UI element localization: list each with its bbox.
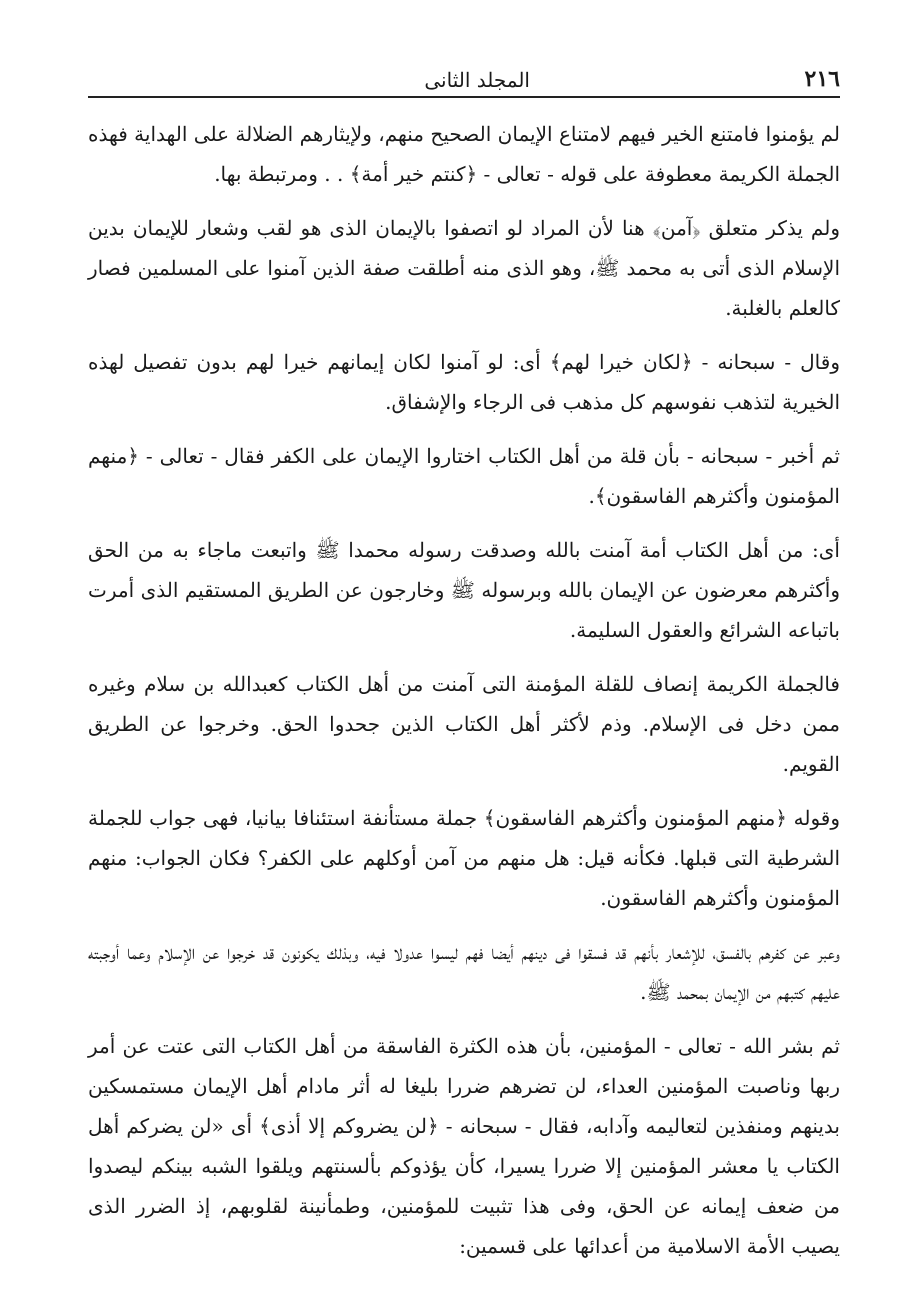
header-rule bbox=[88, 96, 840, 98]
paragraph: ثم أخبر - سبحانه - بأن قلة من أهل الكتاب اختاروا الإيمان على الكفر فقال - تعالى - ﴿منهم المؤمنون وأكثرهم الفاسقون﴾. bbox=[88, 444, 840, 508]
page-number: ٢١٦ bbox=[804, 66, 840, 92]
volume-title: المجلد الثانى bbox=[424, 68, 530, 92]
book-page bbox=[88, 58, 840, 1280]
paragraph: وقوله ﴿منهم المؤمنون وأكثرهم الفاسقون﴾ جملة مستأنفة استئنافا بيانيا، فهى جواب للجملة الشرطية التى قبلها. فكأنه قيل: هل منهم من آمن أوكلهم على الكفر؟ فكان الجواب: منهم المؤمنون وأكثرهم الفاسقون. bbox=[88, 806, 840, 910]
paragraph: وعبر عن كفرهم بالفسق، للإشعار بأنهم قد فسقوا فى دينهم أيضا فهم ليسوا عدولا فيه، وبذلك يكونون قد خرجوا عن الإسلام وعما أوجبته عليهم كتبهم من الإيمان بمحمد ﷺ. bbox=[88, 940, 840, 1004]
page-body bbox=[88, 114, 840, 1266]
paragraph: لم يؤمنوا فامتنع الخير فيهم لامتناع الإيمان الصحيح منهم، ولإيثارهم الضلالة على الهداية فهذه الجملة الكريمة معطوفة على قوله - تعالى - ﴿كنتم خير أمة﴾ . . ومرتبطة بها. bbox=[88, 122, 840, 186]
paragraph: وقال - سبحانه - ﴿لكان خيرا لهم﴾ أى: لو آمنوا لكان إيمانهم خيرا لهم بدون تفصيل لهذه الخيرية لتذهب نفوسهم كل مذهب فى الرجاء والإشفاق. bbox=[88, 350, 840, 414]
paragraph: ولم يذكر متعلق ﴿آمن﴾ هنا لأن المراد لو اتصفوا بالإيمان الذى هو لقب وشعار للإيمان بدين الإسلام الذى أتى به محمد ﷺ، وهو الذى منه أطلقت صفة الذين آمنوا على المسلمين فصار كالعلم بالغلبة. bbox=[88, 216, 840, 320]
paragraph: فالجملة الكريمة إنصاف للقلة المؤمنة التى آمنت من أهل الكتاب كعبدالله بن سلام وغيره ممن دخل فى الإسلام. وذم لأكثر أهل الكتاب الذين جحدوا الحق. وخرجوا عن الطريق القويم. bbox=[88, 672, 840, 776]
paragraph: أى: من أهل الكتاب أمة آمنت بالله وصدقت رسوله محمدا ﷺ واتبعت ماجاء به من الحق وأكثرهم معرضون عن الإيمان بالله وبرسوله ﷺ وخارجون عن الطريق المستقيم الذى أمرت باتباعه الشرائع والعقول السليمة. bbox=[88, 538, 840, 642]
paragraph: ثم بشر الله - تعالى - المؤمنين، بأن هذه الكثرة الفاسقة من أهل الكتاب التى عتت عن أمر ربها وناصبت المؤمنين العداء، لن تضرهم ضررا بليغا له أثر مادام أهل الإيمان مستمسكين بدينهم ومنفذين لتعاليمه وآدابه، فقال - سبحانه - ﴿لن يضروكم إلا أذى﴾ أى «لن يضركم أهل الكتاب يا معشر المؤمنين إلا ضررا يسيرا، كأن يؤذوكم بألسنتهم ويلقوا الشبه بينكم ليصدوا من ضعف إيمانه عن الحق، وفى هذا تثبيت للمؤمنين، وطمأنينة لقلوبهم، إذ الضرر الذى يصيب الأمة الاسلامية من أعدائها على قسمين: bbox=[88, 1034, 840, 1258]
running-header bbox=[88, 58, 840, 94]
